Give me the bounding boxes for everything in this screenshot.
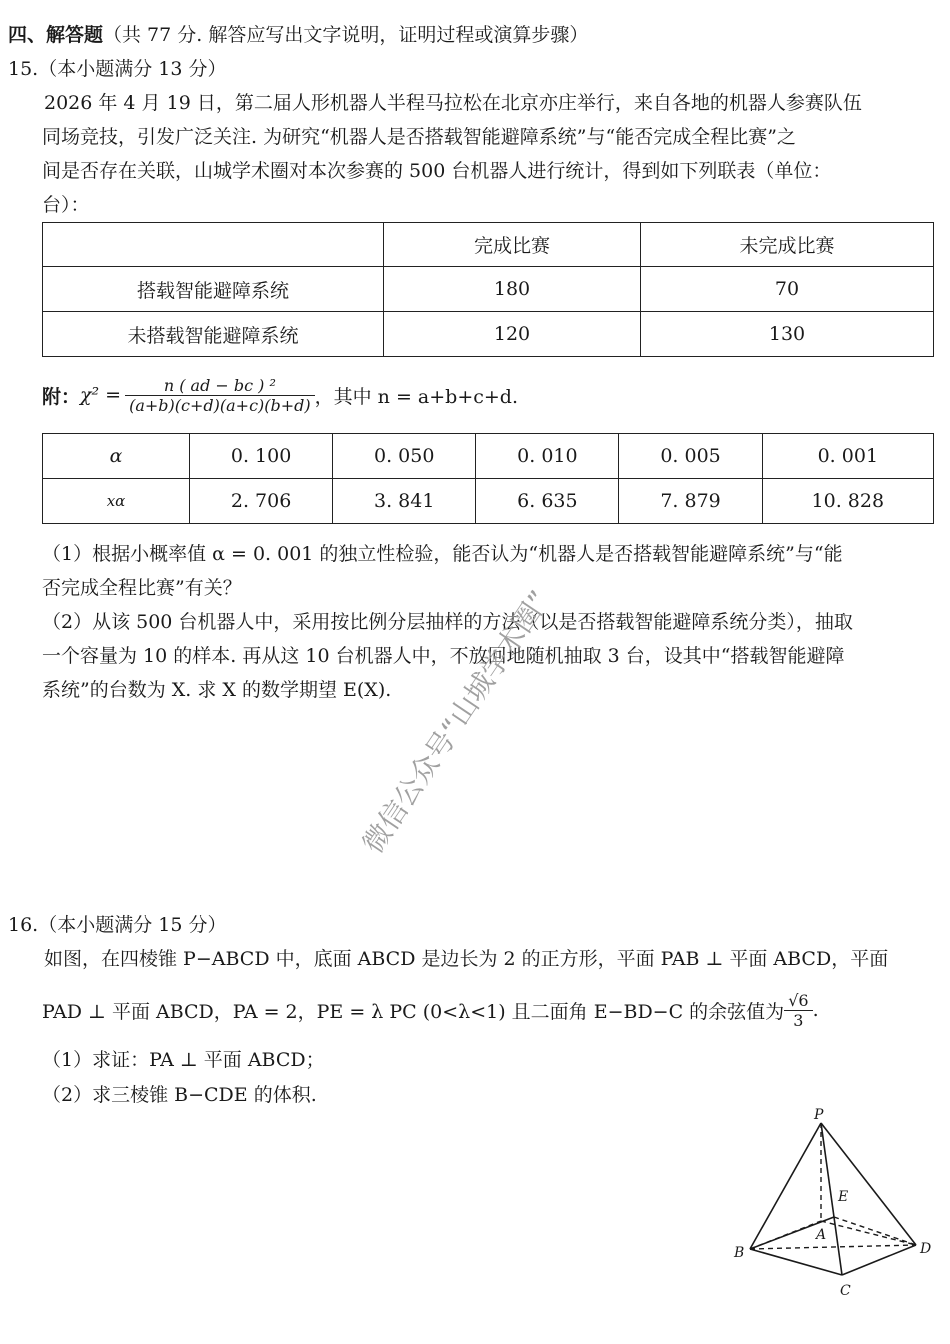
- contingency-cell: 120: [384, 312, 641, 357]
- alpha-row: [43, 434, 934, 479]
- alpha-cell: 0. 001: [762, 434, 933, 479]
- contingency-cell: 180: [384, 267, 641, 312]
- contingency-row: [43, 312, 934, 357]
- q15-score: （本小题满分 13 分）: [38, 58, 227, 80]
- cosine-numerator: √6: [784, 991, 812, 1011]
- q15-line-1: 2026 年 4 月 19 日，第二届人形机器人半程马拉松在北京亦庄举行，来自各地的机器人参赛队伍: [44, 92, 862, 114]
- q16-line-2-text: PAD ⊥ 平面 ABCD，PA = 2，PE = λ PC (0<λ<1) 且二面角 E−BD−C 的余弦值为: [42, 1000, 785, 1023]
- contingency-cell: 70: [641, 267, 934, 312]
- cosine-denominator: 3: [793, 1010, 804, 1030]
- q16-number: 16.: [8, 914, 39, 936]
- label-p: P: [814, 1107, 824, 1123]
- x-alpha-cell: 3. 841: [333, 479, 476, 524]
- q15-part-2-line-2: 一个容量为 10 的样本. 再从这 10 台机器人中，不放回地随机抽取 3 台，设其中“搭载智能避障: [42, 645, 845, 667]
- x-alpha-cell: 7. 879: [619, 479, 762, 524]
- formula-fraction: [125, 376, 315, 415]
- formula-lhs: χ² =: [80, 384, 122, 406]
- contingency-header-row: [43, 223, 934, 267]
- chi-square-formula: [42, 370, 518, 420]
- label-a: A: [816, 1227, 827, 1243]
- edge-ed: [834, 1217, 916, 1245]
- q16-score: （本小题满分 15 分）: [38, 914, 227, 936]
- label-d: D: [920, 1241, 932, 1257]
- alpha-cell: 0. 100: [190, 434, 333, 479]
- q16-line-2: [42, 985, 819, 1035]
- section-note: （共 77 分. 解答应写出文字说明，证明过程或演算步骤）: [103, 24, 589, 46]
- contingency-table: [42, 222, 934, 357]
- edge-ba: [750, 1221, 821, 1249]
- q15-line-2: 同场竞技，引发广泛关注. 为研究“机器人是否搭载智能避障系统”与“能否完成全程比赛”之: [42, 126, 796, 148]
- alpha-cell: 0. 005: [619, 434, 762, 479]
- q16-header: [8, 910, 226, 937]
- q15-line-4: 台）：: [42, 194, 90, 216]
- edge-cd: [842, 1245, 916, 1275]
- critical-value-table: [42, 433, 934, 524]
- contingency-header-empty: [43, 223, 384, 267]
- x-alpha-cell: 10. 828: [762, 479, 933, 524]
- contingency-header-incomplete: 未完成比赛: [641, 223, 934, 267]
- q15-part-1-line-1: （1）根据小概率值 α = 0. 001 的独立性检验，能否认为“机器人是否搭载智能避障系统”与“能: [42, 543, 843, 565]
- formula-denominator: (a+b)(c+d)(a+c)(b+d): [129, 395, 311, 415]
- contingency-row-label: 未搭载智能避障系统: [43, 312, 384, 357]
- section-heading: 四、解答题: [8, 24, 104, 46]
- label-c: C: [840, 1283, 851, 1299]
- x-alpha-row: [43, 479, 934, 524]
- q15-header: [8, 54, 226, 81]
- edge-bd: [750, 1245, 916, 1249]
- formula-prefix: 附：: [42, 385, 81, 408]
- watermark: 微信公众号“山城学术圈”: [356, 584, 557, 860]
- contingency-header-complete: 完成比赛: [384, 223, 641, 267]
- alpha-cell: 0. 010: [476, 434, 619, 479]
- x-alpha-cell: 6. 635: [476, 479, 619, 524]
- q15-line-3: 间是否存在关联，山城学术圈对本次参赛的 500 台机器人进行统计，得到如下列联表（单位：: [42, 160, 832, 182]
- q16-line-2-end: .: [812, 999, 819, 1021]
- formula-numerator: n ( ad − bc ) ²: [125, 376, 315, 396]
- q16-part-1: （1）求证：PA ⊥ 平面 ABCD；: [42, 1049, 325, 1071]
- formula-suffix: ，其中 n = a+b+c+d.: [314, 385, 519, 408]
- pyramid-figure: [720, 1105, 940, 1305]
- alpha-label: α: [43, 434, 190, 479]
- edge-bc: [750, 1249, 842, 1275]
- cosine-fraction: [784, 991, 812, 1030]
- contingency-row-label: 搭载智能避障系统: [43, 267, 384, 312]
- q15-number: 15.: [8, 58, 39, 80]
- label-b: B: [734, 1245, 745, 1261]
- contingency-cell: 130: [641, 312, 934, 357]
- q15-part-2-line-3: 系统”的台数为 X. 求 X 的数学期望 E(X).: [42, 679, 392, 701]
- q16-line-1: 如图，在四棱锥 P−ABCD 中，底面 ABCD 是边长为 2 的正方形，平面 PAB ⊥ 平面 ABCD，平面: [44, 948, 889, 970]
- edge-pb: [750, 1123, 821, 1249]
- label-e: E: [838, 1189, 849, 1205]
- q16-part-2: （2）求三棱锥 B−CDE 的体积.: [42, 1084, 317, 1106]
- q15-part-1-line-2: 否完成全程比赛”有关？: [42, 577, 242, 599]
- x-alpha-label: xα: [43, 479, 190, 524]
- x-alpha-cell: 2. 706: [190, 479, 333, 524]
- contingency-row: [43, 267, 934, 312]
- section-heading-line: [8, 20, 588, 47]
- q15-part-2-line-1: （2）从该 500 台机器人中，采用按比例分层抽样的方法（以是否搭载智能避障系统分类），抽取: [42, 611, 853, 633]
- alpha-cell: 0. 050: [333, 434, 476, 479]
